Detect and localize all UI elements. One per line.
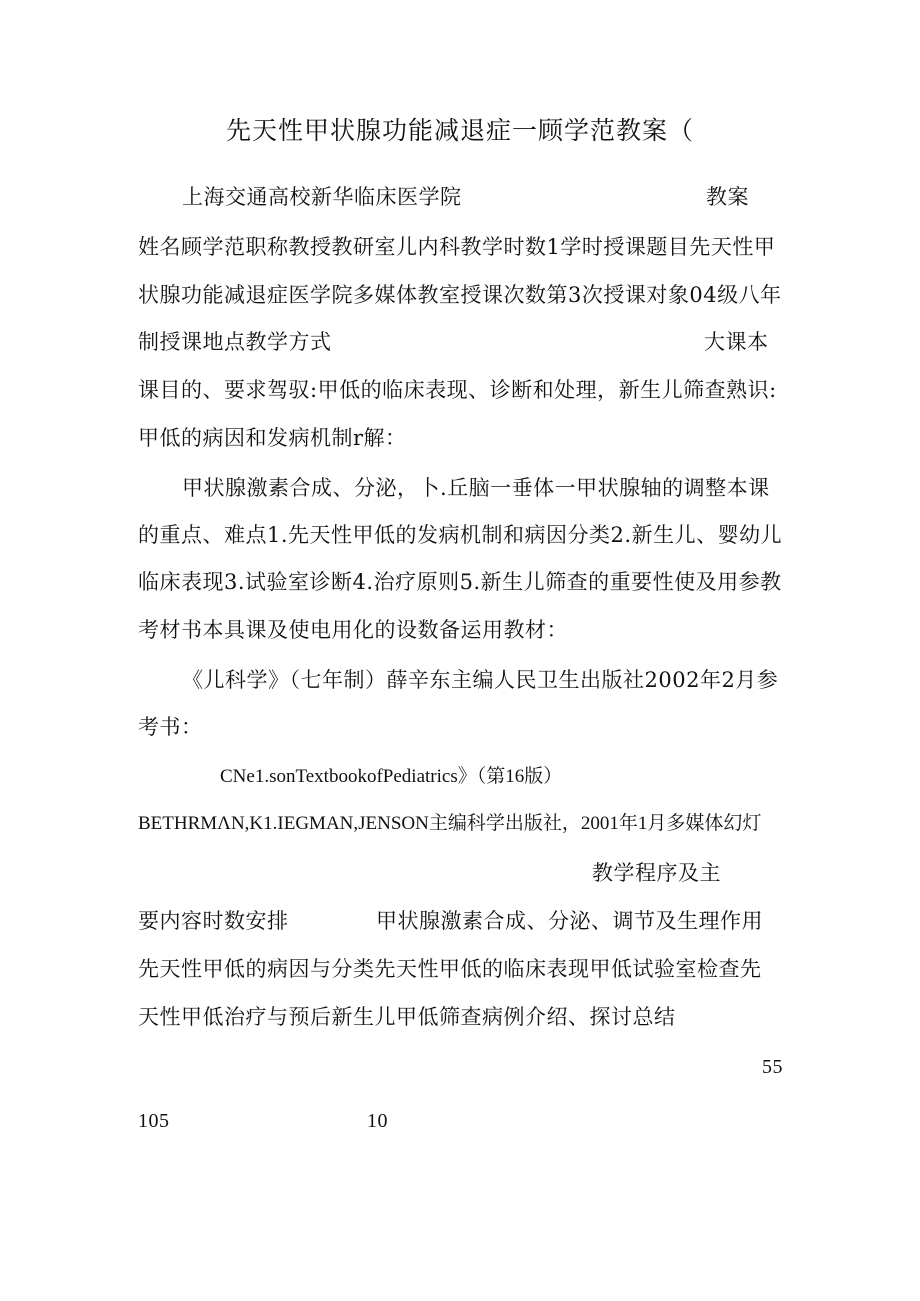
program-line-1-right: 甲状腺激素合成、分泌、调节及生理作用: [376, 909, 763, 933]
hours-value-c: 10: [367, 1110, 388, 1132]
content-line-2: 的重点、难点1.先天性甲低的发病机制和病因分类2.新生儿、婴幼儿: [138, 523, 783, 547]
info-line-3-left: 制授课地点教学方式: [138, 330, 332, 354]
reference-line-1: 《儿科学》（七年制）薛辛东主编人民卫生出版社2002年2月参: [182, 668, 779, 692]
page-title: 先天性甲状腺功能减退症一顾学范教案（: [225, 116, 694, 145]
program-line-1-left: 要内容时数安排: [138, 909, 289, 933]
hours-value-b: 105: [138, 1110, 170, 1132]
reference-line-2: 考书：: [138, 715, 203, 739]
info-line-2: 状腺功能减退症医学院多媒体教室授课次数第3次授课对象04级八年: [138, 283, 782, 307]
reference-line-3: CNe1.sonTextbookofPediatrics》（第16版）: [220, 766, 563, 787]
hours-value-a: 55: [762, 1056, 783, 1078]
info-line-3-right: 大课本: [704, 330, 769, 354]
content-line-4: 考材书本具课及使电用化的设数备运用教材：: [138, 618, 568, 642]
program-heading: 教学程序及主: [592, 861, 721, 885]
reference-line-4: BETHRMΛN,K1.IEGMAN,JENSON主编科学出版社，2001年1月多媒体幻灯: [138, 813, 762, 834]
school-name: 上海交通高校新华临床医学院: [182, 185, 462, 209]
content-line-3: 临床表现3.试验室诊断4.治疗原则5.新生儿筛查的重要性使及用参教: [138, 570, 782, 594]
info-line-1: 姓名顾学范职称教授教研室儿内科教学时数1学时授课题目先天性甲: [138, 235, 776, 259]
content-line-1: 甲状腺激素合成、分泌，卜.丘脑一垂体一甲状腺轴的调整本课: [182, 476, 770, 500]
program-line-2: 先天性甲低的病因与分类先天性甲低的临床表现甲低试验室检查先: [138, 957, 762, 981]
document-type: 教案: [706, 185, 749, 209]
program-line-3: 天性甲低治疗与预后新生儿甲低筛查病例介绍、探讨总结: [138, 1005, 676, 1029]
goals-line-1: 课目的、要求驾驭:甲低的临床表现、诊断和处理，新生儿筛查熟识:: [138, 378, 777, 402]
goals-line-2: 甲低的病因和发病机制r解：: [138, 426, 407, 450]
